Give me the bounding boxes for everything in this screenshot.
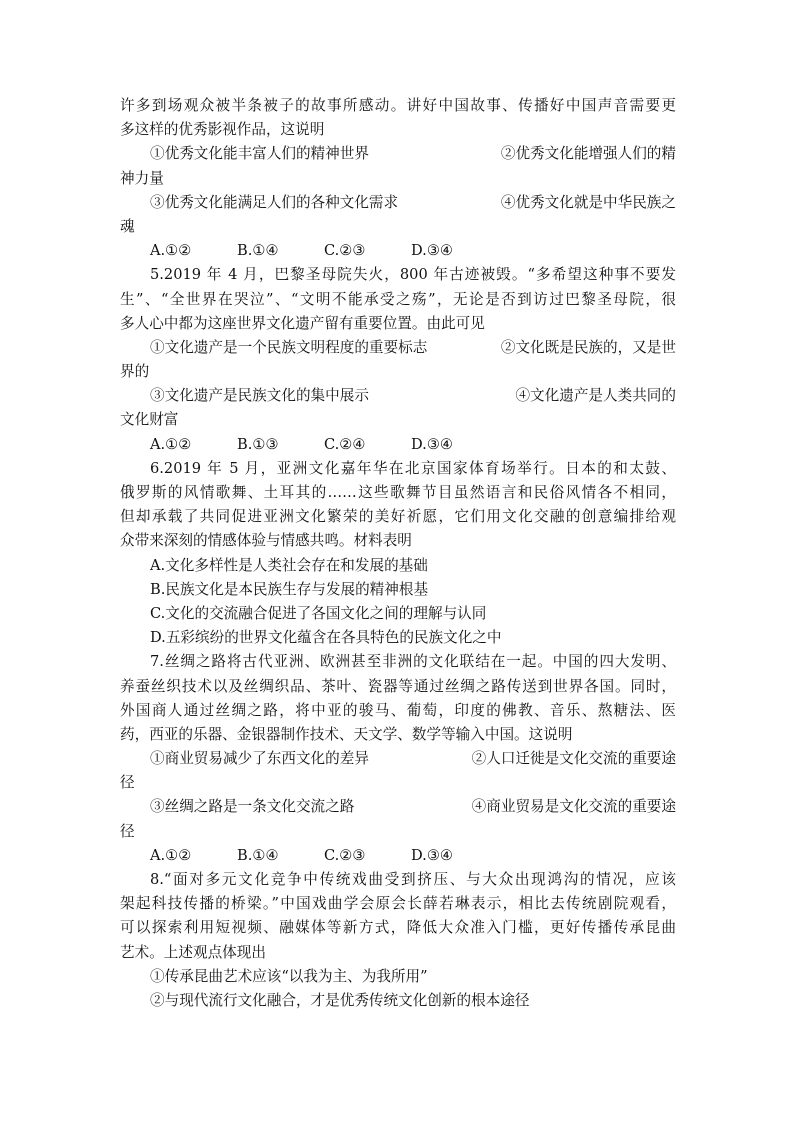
- q5-option-b: B.①③: [237, 435, 279, 453]
- q7-option-b: B.①④: [237, 846, 279, 864]
- q4-statement-2: ②优秀文化能增强人们的精: [500, 145, 676, 163]
- q6-option-b: B.民族文化是本民族生存与发展的精神根基: [150, 580, 429, 598]
- q8-stem-line-2: 架起科技传播的桥梁。”中国戏曲学会原会长薛若琳表示，相比去传统剧院观看，: [120, 895, 676, 913]
- q4-statement-2-wrap: 神力量: [120, 169, 164, 187]
- q5-statement-row-1: [120, 336, 676, 360]
- q4-statement-1: ①优秀文化能丰富人们的精神世界: [150, 145, 369, 163]
- q5-statement-4-wrap: 文化财富: [120, 411, 179, 429]
- q4-statement-row-1: [120, 142, 676, 166]
- q8-statement-2: ②与现代流行文化融合，才是优秀传统文化创新的根本途径: [150, 991, 530, 1009]
- q5-stem-line-1: 5.2019 年 4 月，巴黎圣母院失火，800 年古迹被毁。“多希望这种事不要发: [150, 266, 676, 284]
- q6-stem-line-1: 6.2019 年 5 月，亚洲文化嘉年华在北京国家体育场举行。日本的和太鼓、: [150, 459, 676, 477]
- document-page: [120, 94, 676, 1013]
- q6-stem-line-3: 但却承载了共同促进亚洲文化繁荣的美好祈愿，它们用文化交融的创意编排给观: [120, 508, 676, 526]
- q8-statement-1: ①传承昆曲艺术应该“以我为主、为我所用”: [150, 967, 428, 985]
- q5-options: [120, 433, 676, 457]
- q4-statement-4: ④优秀文化就是中华民族之: [500, 193, 676, 211]
- q7-statement-4: ④商业贸易是文化交流的重要途: [471, 798, 676, 816]
- q5-option-d: D.③④: [411, 435, 453, 453]
- q7-stem-line-4: 药，西亚的乐器、金银器制作技术、天文学、数学等输入中国。这说明: [120, 725, 573, 743]
- question-4: [120, 94, 676, 263]
- q6-option-a: A.文化多样性是人类社会存在和发展的基础: [150, 556, 428, 574]
- q7-statement-4-wrap: 径: [120, 822, 135, 840]
- q5-statement-2-wrap: 界的: [120, 363, 150, 381]
- q7-statement-row-2: [120, 795, 676, 819]
- q7-statement-1: ①商业贸易减少了东西文化的差异: [150, 750, 369, 768]
- q6-option-c: C.文化的交流融合促进了各国文化之间的理解与认同: [150, 604, 487, 622]
- q7-statement-2-wrap: 径: [120, 774, 135, 792]
- q7-statement-row-1: [120, 747, 676, 771]
- q7-option-d: D.③④: [411, 846, 453, 864]
- question-7: [120, 650, 676, 868]
- question-6: [120, 457, 676, 651]
- q4-statement-3: ③优秀文化能满足人们的各种文化需求: [150, 193, 399, 211]
- q4-statement-4-wrap: 魂: [120, 217, 135, 235]
- q7-statement-2: ②人口迁徙是文化交流的重要途: [471, 750, 676, 768]
- q5-statement-4: ④文化遗产是人类共同的: [515, 387, 676, 405]
- q5-statement-2: ②文化既是民族的，又是世: [500, 338, 676, 356]
- q6-stem-line-2: 俄罗斯的风情歌舞、土耳其的……这些歌舞节目虽然语言和民俗风情各不相同，: [120, 484, 676, 501]
- q5-option-c: C.②④: [324, 435, 366, 453]
- q4-stem-line-1: 许多到场观众被半条被子的故事所感动。讲好中国故事、传播好中国声音需要更: [120, 97, 676, 114]
- q4-option-a: A.①②: [150, 242, 192, 260]
- q4-statement-row-2: [120, 191, 676, 215]
- q4-options: [120, 239, 676, 263]
- q7-stem-line-1: 7.丝绸之路将古代亚洲、欧洲甚至非洲的文化联结在一起。中国的四大发明、: [150, 653, 676, 671]
- q7-statement-3: ③丝绸之路是一条文化交流之路: [150, 798, 355, 816]
- q5-stem-line-3: 多人心中都为这座世界文化遗产留有重要位置。由此可见: [120, 314, 485, 332]
- q8-stem-line-4: 艺术。上述观点体现出: [120, 943, 266, 961]
- q7-stem-line-2: 养蚕丝织技术以及丝绸织品、茶叶、瓷器等通过丝绸之路传送到世界各国。同时，: [120, 677, 676, 695]
- q6-stem-line-4: 众带来深刻的情感体验与情感共鸣。材料表明: [120, 532, 412, 550]
- q5-statement-1: ①文化遗产是一个民族文明程度的重要标志: [150, 338, 428, 356]
- q5-statement-3: ③文化遗产是民族文化的集中展示: [150, 387, 369, 405]
- q6-option-d: D.五彩缤纷的世界文化蕴含在各具特色的民族文化之中: [150, 629, 502, 647]
- q5-stem-line-2: 生”、“全世界在哭泣”、“文明不能承受之殇”，无论是否到访过巴黎圣母院，很: [120, 290, 676, 308]
- q7-stem-line-3: 外国商人通过丝绸之路，将中亚的骏马、葡萄，印度的佛教、音乐、熬糖法、医: [120, 701, 676, 719]
- q4-option-d: D.③④: [411, 242, 453, 260]
- q8-stem-line-1: 8.“面对多元文化竞争中传统戏曲受到挤压、与大众出现鸿沟的情况，应该: [150, 871, 676, 888]
- q4-stem-line-2: 多这样的优秀影视作品，这说明: [120, 121, 325, 139]
- q7-options: [120, 844, 676, 868]
- q4-option-b: B.①④: [237, 242, 279, 260]
- question-5: [120, 263, 676, 457]
- q4-option-c: C.②③: [324, 242, 366, 260]
- q7-option-a: A.①②: [150, 846, 192, 864]
- q5-option-a: A.①②: [150, 435, 192, 453]
- q5-statement-row-2: [120, 384, 676, 408]
- q8-stem-line-3: 可以探索利用短视频、融媒体等新方式，降低大众准入门槛，更好传播传承昆曲: [120, 919, 676, 937]
- question-8: [120, 868, 676, 1013]
- q7-option-c: C.②③: [324, 846, 366, 864]
